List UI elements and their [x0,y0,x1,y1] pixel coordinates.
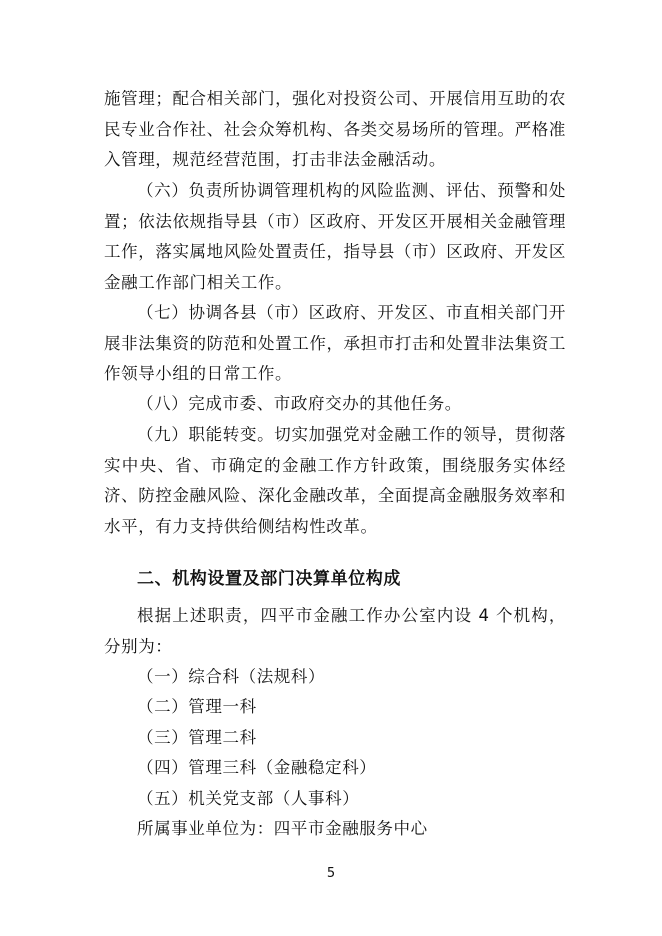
section-heading: 二、机构设置及部门决算单位构成 [137,569,401,589]
paragraph-supervision: 施管理；配合相关部门，强化对投资公司、开展信用互助的农民专业合作社、社会众筹机构、各类交易场所的管理。严格准入管理，规范经营范围，打击非法金融活动。 [104,89,566,169]
list-item: （二）管理一科 [137,697,257,716]
list-item: （五）机关党支部（人事科） [137,789,360,808]
paragraph-item-8: （八）完成市委、市政府交办的其他任务。 [137,394,462,413]
affiliated-unit: 所属事业单位为：四平市金融服务中心 [137,819,428,838]
paragraph-item-9: （九）职能转变。切实加强党对金融工作的领导，贯彻落实中央、省、市确定的金融工作方针政策，围绕服务实体经济、防控金融风险、深化金融改革，全面提高金融服务效率和水平，有力支持供给侧结构性改革。 [104,425,566,536]
paragraph-item-7: （七）协调各县（市）区政府、开发区、市直相关部门开展非法集资的防范和处置工作，承担市打击和处置非法集资工作领导小组的日常工作。 [104,303,566,383]
paragraph-item-6: （六）负责所协调管理机构的风险监测、评估、预警和处置；依法依规指导县（市）区政府、开发区开展相关金融管理工作，落实属地风险处置责任，指导县（市）区政府、开发区金融工作部门相关工作。 [104,181,566,292]
list-item: （三）管理二科 [137,728,257,747]
list-item: （一）综合科（法规科） [137,667,326,686]
section-intro: 根据上述职责，四平市金融工作办公室内设 4 个机构，分别为： [104,606,566,656]
page-number: 5 [326,866,336,881]
list-item: （四）管理三科（金融稳定科） [137,758,377,777]
